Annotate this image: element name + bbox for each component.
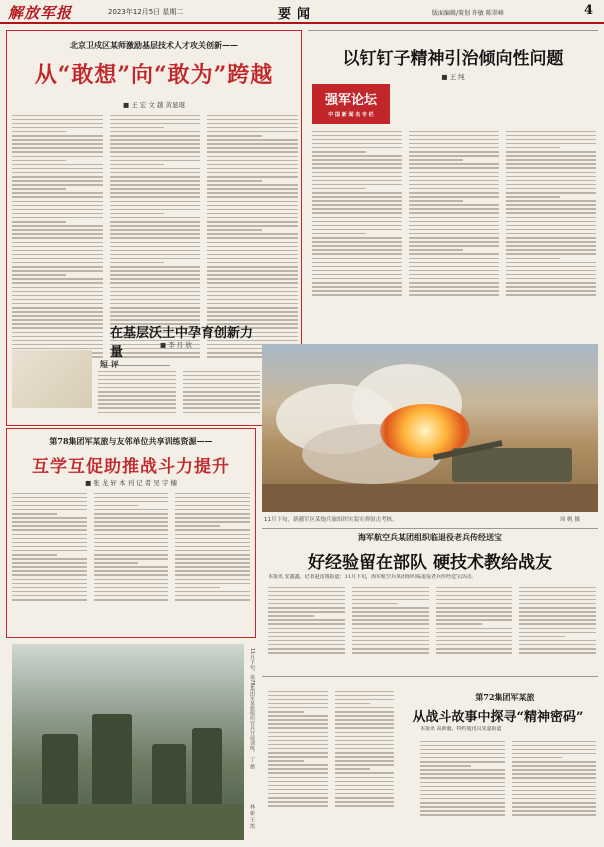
article-6-kicker: 第72集团军某旅 xyxy=(475,692,535,702)
article-1-kicker: 北京卫戍区某师激励基层技术人才攻关创新—— xyxy=(70,40,238,50)
article-6-body-left xyxy=(268,688,394,840)
training-photo xyxy=(12,644,244,840)
article-5-kicker: 海军航空兵某团组织临退役老兵传经送宝 xyxy=(358,532,502,542)
section-title: 要闻 xyxy=(278,7,317,22)
side-photo-caption: 11月下旬，第78集团军某旅组织官兵开展训练。 丁 摄 xyxy=(249,648,255,769)
article-5-headline: 好经验留在部队 硬技术教给战友 xyxy=(308,553,552,573)
newspaper-logo: 解放军报 xyxy=(8,4,73,22)
article-1-headline: 从“敢想”向“敢为”跨越 xyxy=(34,62,274,88)
article-4-body xyxy=(12,490,250,634)
article-3-byline: ■ 李 月 欣 xyxy=(160,341,192,349)
article-3-body xyxy=(98,368,260,426)
article-2-byline: ■ 王 纯 xyxy=(441,73,465,81)
article-6-rule xyxy=(262,676,598,677)
forum-badge xyxy=(312,84,390,124)
forum-title: 强军论坛 xyxy=(324,93,377,108)
tag-icon xyxy=(12,350,92,408)
article-5-body xyxy=(268,584,596,672)
article-4-byline: ■ 张 龙 轩 本 刊 记 者 吴 宇 楠 xyxy=(85,479,177,487)
page-number: 4 xyxy=(584,3,594,18)
photo-caption: 11月下旬，新疆军区某炮兵旅组织实装实弹射击考核。 xyxy=(264,517,398,523)
article-6-headline: 从战斗故事中探寻“精神密码” xyxy=(412,710,584,725)
article-2-headline: 以钉钉子精神引治倾向性问题 xyxy=(342,49,564,69)
photo-credit: 周 帆 摄 xyxy=(560,517,580,523)
commentary-tag xyxy=(100,352,170,369)
artillery-vehicle xyxy=(452,448,572,482)
issue-date: 2023年12月5日 星期二 xyxy=(108,8,184,16)
article-5-lead: 本报讯 安鑫鑫、记者赵雷雨报道：11月下旬，海军航空兵某团组织临退役老兵传经送宝活动。 xyxy=(268,574,476,580)
forum-subtitle: 中 国 新 闻 名 专 栏 xyxy=(328,112,374,118)
article-4-kicker: 第78集团军某旅与友邻单位共享训练资源—— xyxy=(49,436,213,446)
top-right-rule xyxy=(308,30,598,31)
artillery-photo xyxy=(262,344,598,512)
editor-info: 版面编辑/策划 许敏 陈翠峰 xyxy=(432,10,504,17)
commentary-tag-label: 短 评 xyxy=(100,359,119,369)
article-4-headline: 互学互促助推战斗力提升 xyxy=(32,457,230,477)
article-6-lead: 本报讯 高新毅、特约通讯员朱嘉报道 xyxy=(420,726,502,732)
article-2-body xyxy=(312,128,596,340)
article-5-rule xyxy=(262,528,598,529)
article-6-body-right xyxy=(420,738,596,840)
side-photo-credit: 林 新 王 凯 xyxy=(249,804,255,829)
article-3-headline: 在基层沃土中孕育创新力量 xyxy=(110,326,254,360)
article-1-byline: ■ 王 宏 文 越 黄显琨 xyxy=(123,101,185,109)
